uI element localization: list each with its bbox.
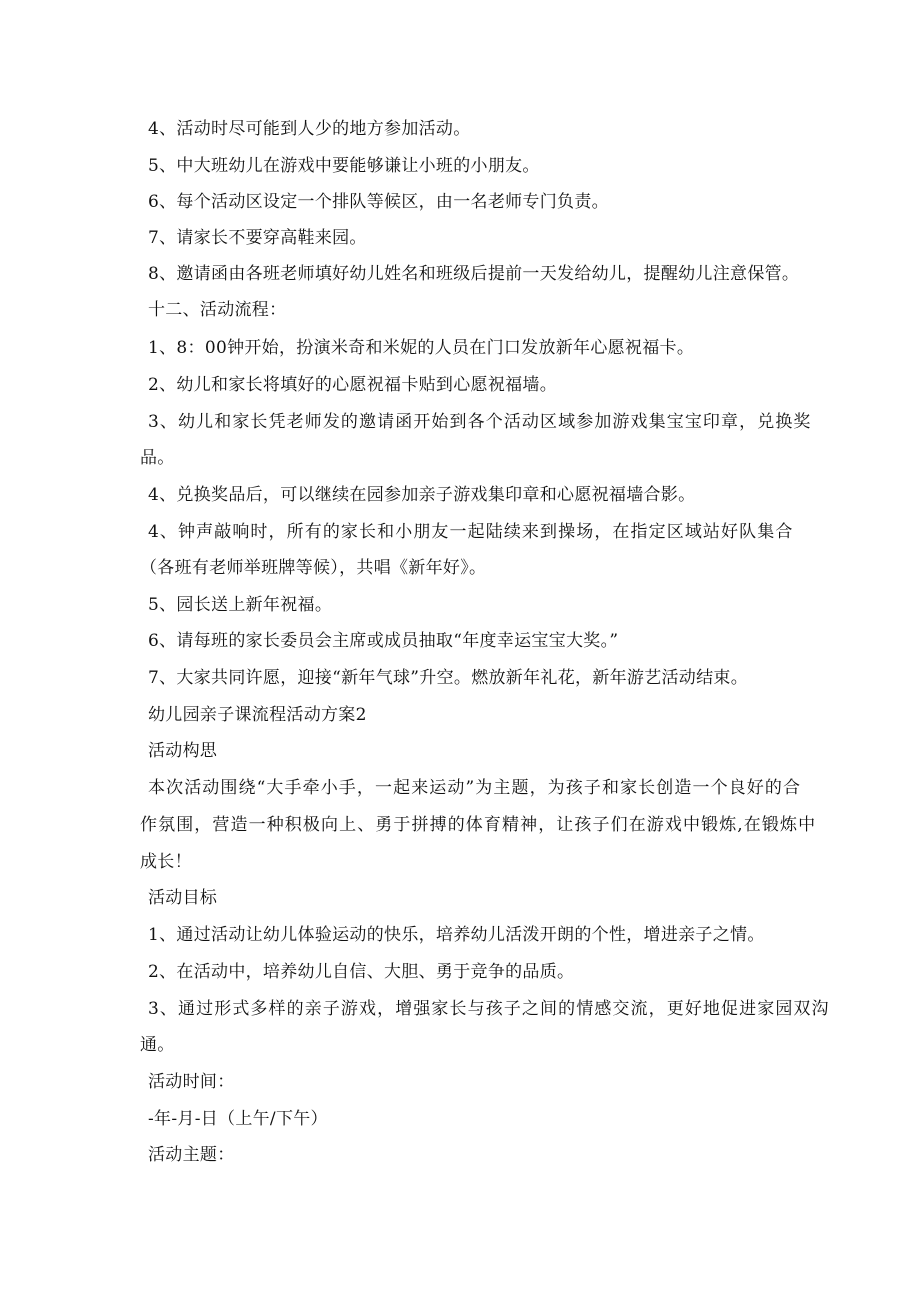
text-line: 6、每个活动区设定一个排队等候区，由一名老师专门负责。 [148, 192, 609, 212]
document-title: 幼儿园亲子课流程活动方案2 [148, 705, 367, 725]
section-heading: 活动构思 [148, 741, 218, 761]
section-heading: 活动主题： [148, 1145, 235, 1165]
text-line: 5、中大班幼儿在游戏中要能够谦让小班的小朋友。 [148, 156, 540, 176]
text-line: 4、兑换奖品后，可以继续在园参加亲子游戏集印章和心愿祝福墙合影。 [148, 485, 696, 505]
text-line: 2、幼儿和家长将填好的心愿祝福卡贴到心愿祝福墙。 [148, 375, 558, 395]
text-line: 2、在活动中，培养幼儿自信、大胆、勇于竞争的品质。 [148, 962, 575, 982]
text-line: 本次活动围绕“大手牵小手，一起来运动”为主题，为孩子和家长创造一个良好的合 [148, 778, 802, 798]
section-heading: 活动时间： [148, 1072, 235, 1092]
text-line: 通。 [140, 1035, 175, 1055]
text-line: 作氛围，营造一种积极向上、勇于拼搏的体育精神，让孩子们在游戏中锻炼,在锻炼中 [140, 815, 817, 835]
text-line: （各班有老师举班牌等候），共唱《新年好》。 [140, 558, 487, 578]
text-line: 7、请家长不要穿高鞋来园。 [148, 228, 367, 248]
text-line: 6、请每班的家长委员会主席或成员抽取“年度幸运宝宝大奖。” [148, 631, 619, 651]
text-line: 1、8：00钟开始，扮演米奇和米妮的人员在门口发放新年心愿祝福卡。 [148, 338, 695, 358]
text-line: -年-月-日（上午/下午） [148, 1109, 328, 1129]
text-line: 1、通过活动让幼儿体验运动的快乐，培养幼儿活泼开朗的个性，增进亲子之情。 [148, 925, 765, 945]
text-line: 品。 [140, 448, 175, 468]
text-line: 3、通过形式多样的亲子游戏，增强家长与孩子之间的情感交流，更好地促进家园双沟 [148, 999, 830, 1019]
text-line: 8、邀请函由各班老师填好幼儿姓名和班级后提前一天发给幼儿，提醒幼儿注意保管。 [148, 264, 800, 284]
text-line: 7、大家共同许愿，迎接“新年气球”升空。燃放新年礼花，新年游艺活动结束。 [148, 668, 748, 688]
section-heading: 十二、活动流程： [148, 300, 287, 320]
text-line: 5、园长送上新年祝福。 [148, 595, 333, 615]
section-heading: 活动目标 [148, 888, 218, 908]
text-line: 3、幼儿和家长凭老师发的邀请函开始到各个活动区域参加游戏集宝宝印章，兑换奖 [148, 412, 812, 432]
text-line: 4、活动时尽可能到人少的地方参加活动。 [148, 119, 471, 139]
text-line: 成长！ [140, 852, 192, 872]
text-line: 4、钟声敲响时，所有的家长和小朋友一起陆续来到操场，在指定区域站好队集合 [148, 522, 794, 542]
